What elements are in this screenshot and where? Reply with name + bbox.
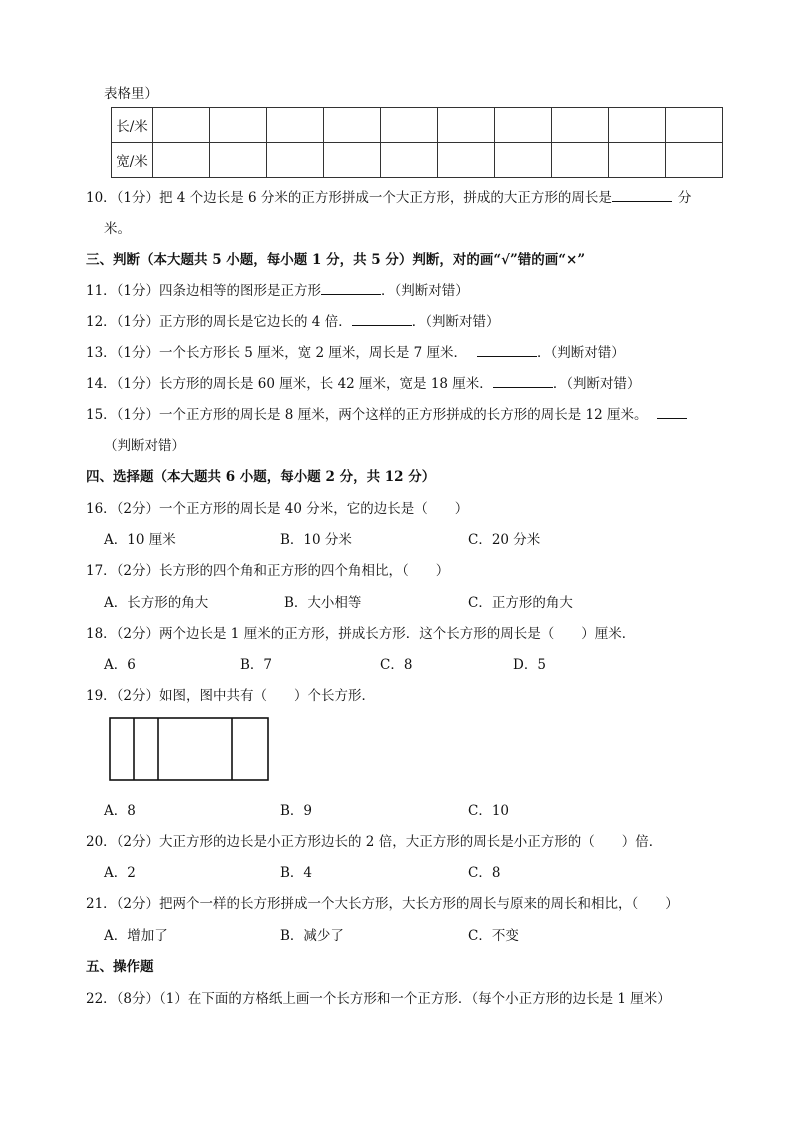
option-a[interactable]: A．2 [104, 865, 136, 881]
table-cell [153, 108, 210, 143]
table-cell [438, 143, 495, 178]
rectangles-figure [108, 716, 272, 784]
unit-text: 分 [677, 190, 692, 206]
table-cell [495, 143, 552, 178]
question-10-line2: 米。 [104, 221, 131, 237]
table-cell [210, 143, 267, 178]
question-14 [86, 372, 641, 392]
question-text: 10．（1分）把 4 个边长是 6 分米的正方形拼成一个大正方形，拼成的大正方形的周长是 [86, 190, 612, 206]
question-tail: ．（判断对错） [381, 283, 469, 299]
table-cell [495, 108, 552, 143]
question-text: 11．（1分）四条边相等的图形是正方形 [86, 283, 322, 299]
question-text: 12．（1分）正方形的周长是它边长的 4 倍． [86, 314, 352, 330]
option-b[interactable]: B．9 [280, 803, 313, 819]
table-cell [381, 108, 438, 143]
question-text: 13．（1分）一个长方形长 5 厘米，宽 2 厘米，周长是 7 厘米． [86, 345, 468, 361]
option-d[interactable]: D．5 [513, 657, 546, 673]
answer-blank[interactable] [657, 406, 687, 419]
option-c[interactable]: C．正方形的角大 [468, 595, 573, 611]
option-b[interactable]: B．减少了 [280, 928, 344, 944]
table-cell [666, 108, 723, 143]
option-b[interactable]: B．4 [280, 865, 313, 881]
table-cell [267, 143, 324, 178]
option-a[interactable]: A．长方形的角大 [104, 595, 209, 611]
length-width-table [111, 107, 723, 178]
table-cell [666, 143, 723, 178]
question-22: 22．（8分）（1）在下面的方格纸上画一个长方形和一个正方形．（每个小正方形的边长是 1 厘米） [86, 991, 671, 1007]
question-11 [86, 279, 469, 299]
question-21: 21．（2分）把两个一样的长方形拼成一个大长方形，大长方形的周长与原来的周长和相比，（ ） [86, 896, 679, 912]
option-c[interactable]: C．8 [380, 657, 413, 673]
table-cell [609, 108, 666, 143]
table-cell [381, 143, 438, 178]
question-tail: ．（判断对错） [537, 345, 625, 361]
table-cell [324, 143, 381, 178]
answer-blank[interactable] [477, 344, 537, 357]
question-15 [86, 403, 687, 423]
question-20: 20．（2分）大正方形的边长是小正方形边长的 2 倍，大正方形的周长是小正方形的（ ）倍． [86, 834, 663, 850]
question-10 [86, 186, 691, 206]
table-cell [609, 143, 666, 178]
table-cell [324, 108, 381, 143]
option-b[interactable]: B．7 [240, 657, 273, 673]
question-text: 14．（1分）长方形的周长是 60 厘米，长 42 厘米，宽是 18 厘米． [86, 376, 493, 392]
question-tail: ．（判断对错） [552, 376, 641, 392]
question-17: 17．（2分）长方形的四个角和正方形的四个角相比，（ ） [86, 563, 450, 579]
question-18: 18．（2分）两个边长是 1 厘米的正方形，拼成长方形．这个长方形的周长是（ ）厘米． [86, 626, 636, 642]
option-c[interactable]: C．不变 [468, 928, 519, 944]
table-cell [267, 108, 324, 143]
question-tail: ．（判断对错） [411, 314, 500, 330]
question-text: 15．（1分）一个正方形的周长是 8 厘米，两个这样的正方形拼成的长方形的周长是 12 厘米。 [86, 407, 648, 423]
row-label-length: 长/米 [112, 108, 153, 143]
answer-blank[interactable] [612, 189, 672, 202]
answer-blank[interactable] [352, 313, 412, 326]
table-cell [438, 108, 495, 143]
question-16: 16．（2分）一个正方形的周长是 40 分米，它的边长是（ ） [86, 501, 469, 517]
table-intro-tail: 表格里） [104, 86, 158, 102]
question-19: 19．（2分）如图，图中共有（ ）个长方形． [86, 688, 376, 704]
option-a[interactable]: A．增加了 [104, 928, 168, 944]
table-cell [552, 108, 609, 143]
option-a[interactable]: A．8 [104, 803, 136, 819]
option-a[interactable]: A．10 厘米 [104, 532, 176, 548]
option-b[interactable]: B．大小相等 [284, 595, 362, 611]
question-13 [86, 341, 625, 361]
table-cell [153, 143, 210, 178]
option-c[interactable]: C．10 [468, 803, 510, 819]
table-row [112, 108, 723, 143]
option-c[interactable]: C．8 [468, 865, 501, 881]
section-3-heading: 三、判断（本大题共 5 小题，每小题 1 分，共 5 分）判断，对的画“√”错的画“×” [86, 252, 586, 268]
option-b[interactable]: B．10 分米 [280, 532, 352, 548]
section-5-heading: 五、操作题 [86, 959, 154, 975]
answer-blank[interactable] [321, 282, 381, 295]
table-row [112, 143, 723, 178]
table-cell [552, 143, 609, 178]
answer-blank[interactable] [493, 375, 553, 388]
question-12 [86, 310, 499, 330]
option-c[interactable]: C．20 分米 [468, 532, 541, 548]
question-15-line2: （判断对错） [104, 438, 185, 454]
section-4-heading: 四、选择题（本大题共 6 小题，每小题 2 分，共 12 分） [86, 469, 436, 485]
option-a[interactable]: A．6 [104, 657, 136, 673]
table-cell [210, 108, 267, 143]
row-label-width: 宽/米 [112, 143, 153, 178]
